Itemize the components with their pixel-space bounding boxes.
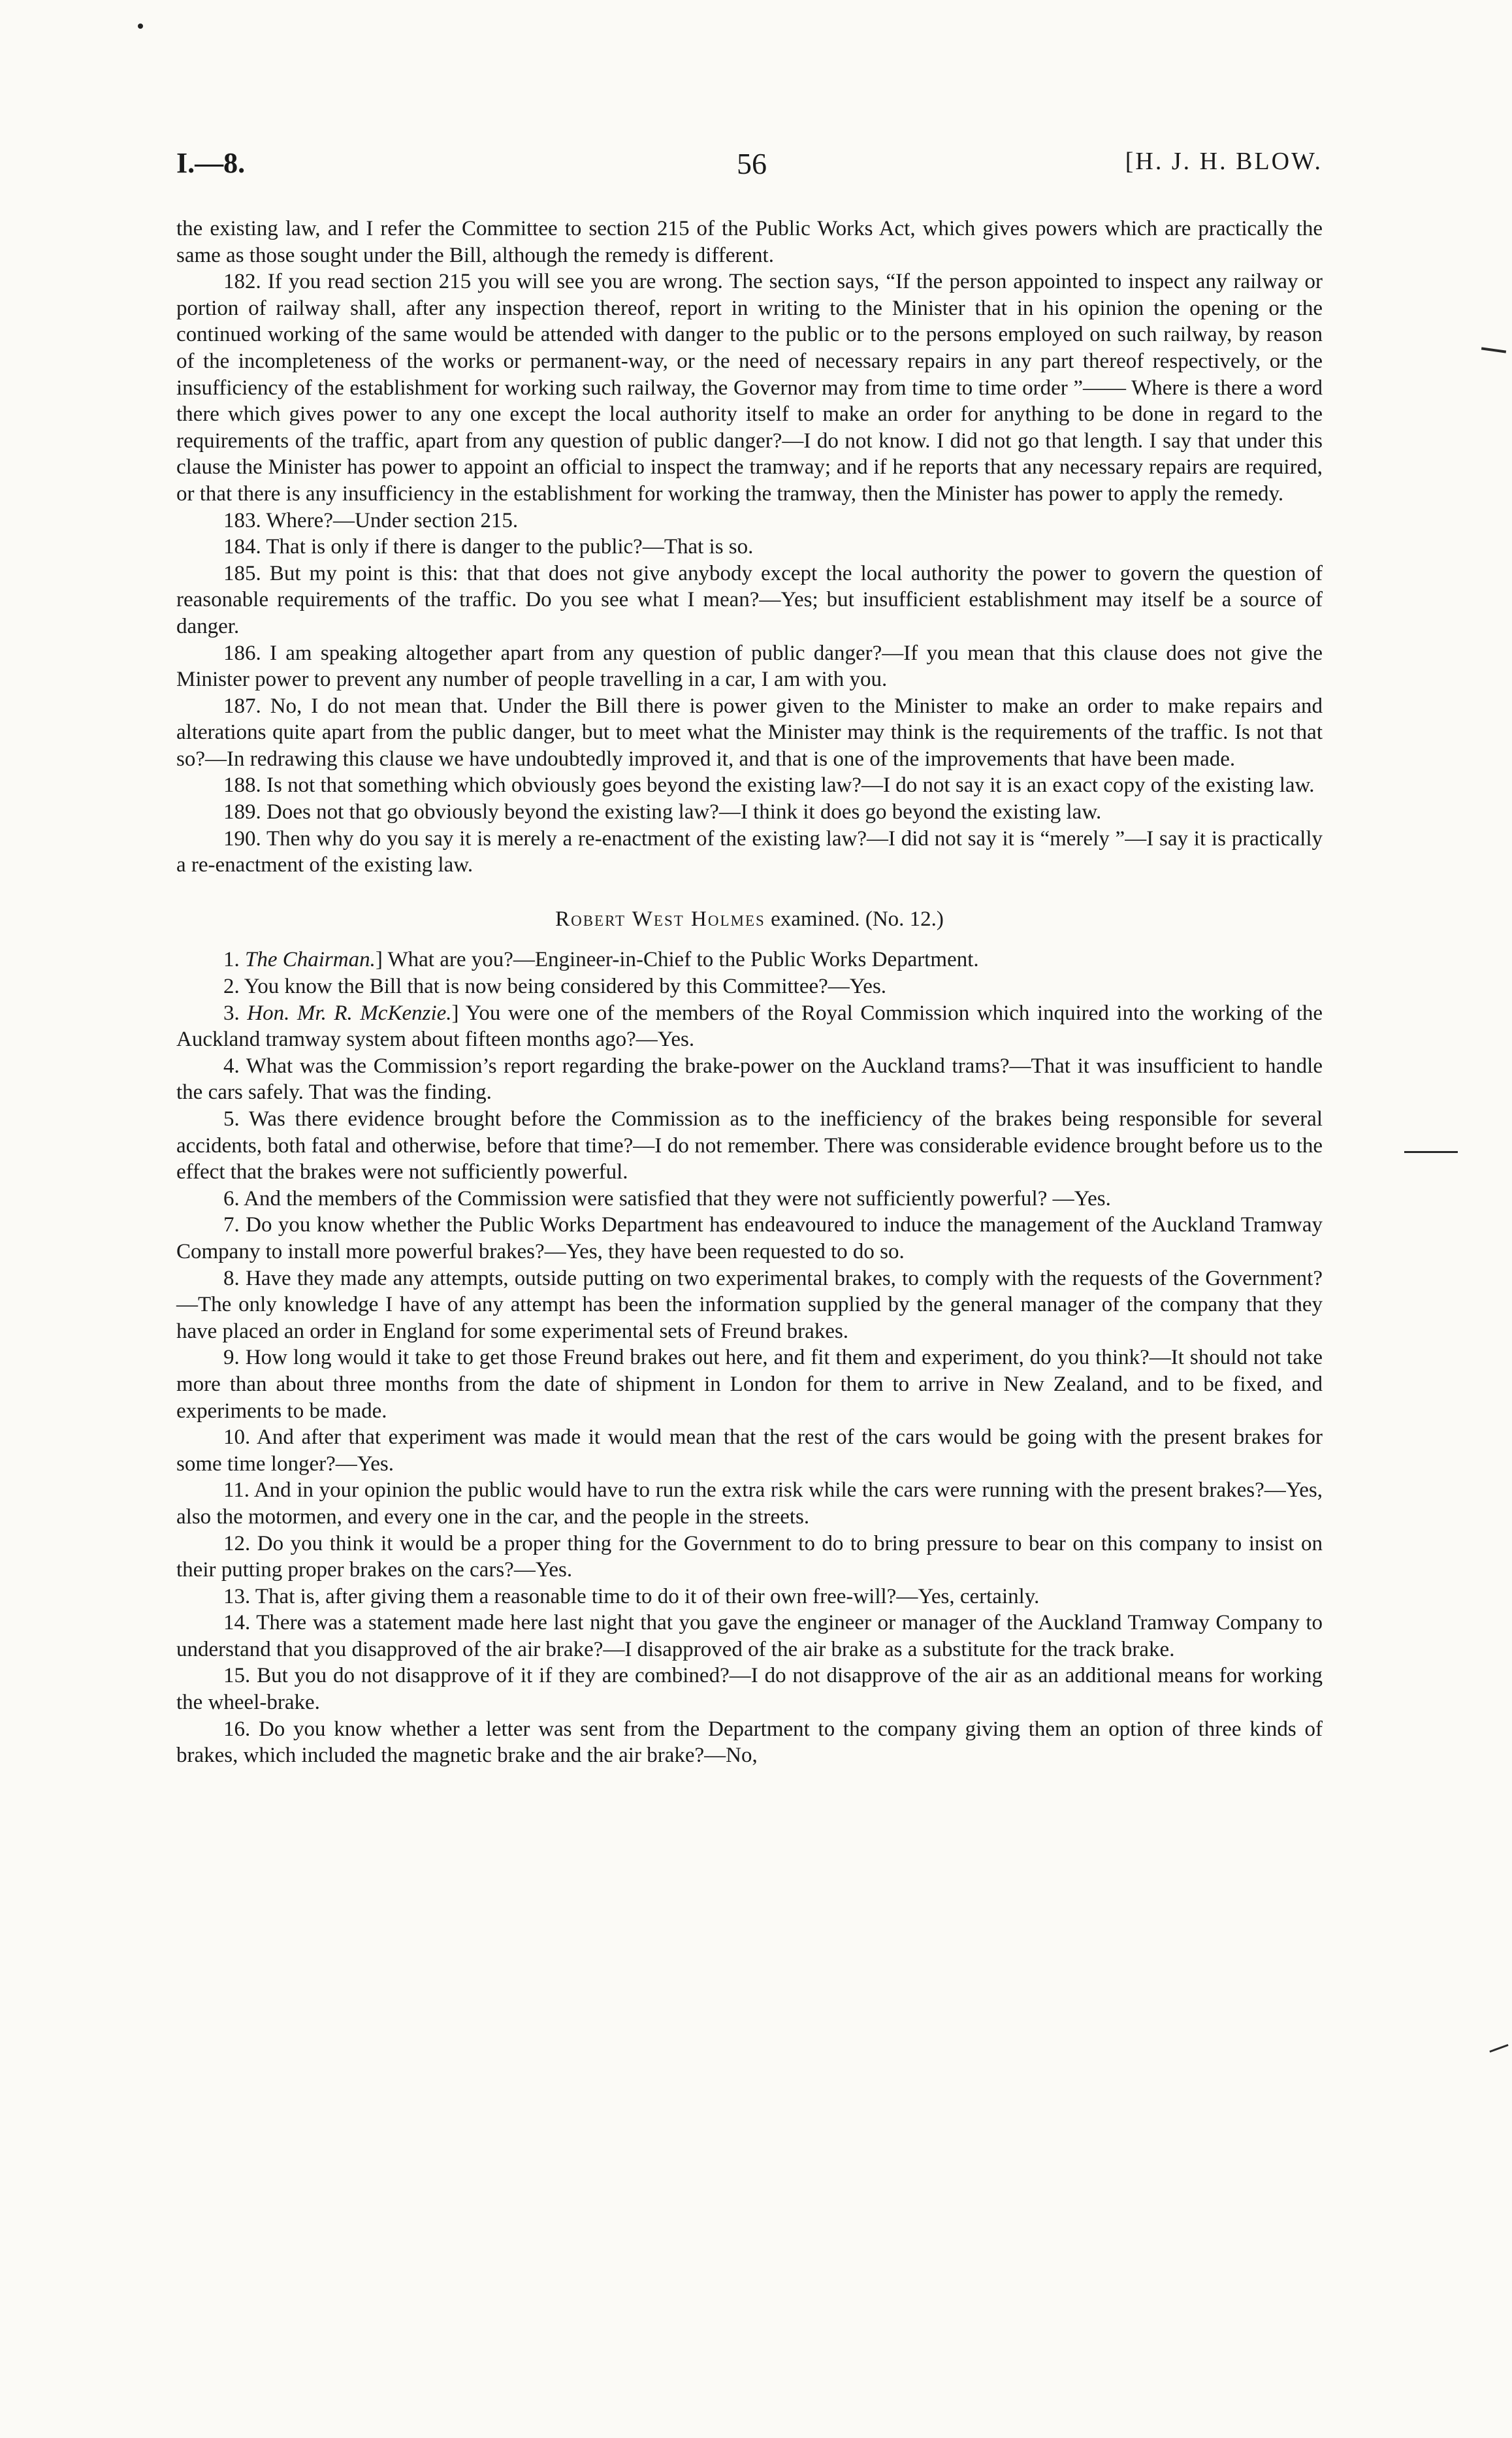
continued-answer: the existing law, and I refer the Committee to section 215 of the Public Works Act, which gives powers which are practically the same as those sought under the Bill, although the remedy is different. <box>176 217 1323 267</box>
question-paragraph: 2. You know the Bill that is now being considered by this Committee?—Yes. <box>223 975 887 999</box>
witness-name: Robert West Holmes <box>555 907 765 931</box>
question-paragraph: 182. If you read section 215 you will see you are wrong. The section says, “If the person appointed to inspect any railway or portion of railway shall, after any inspection thereof, report in writing to the Minister that in his opinion the opening or the continued working of the same would be attended with danger to the public or to the persons employed on such railway, by reason of the incompleteness of the works or permanent-way, or the need of necessary repairs in any part thereof respectively, or the insufficiency of the establishment for working such railway, the Governor may from time to time order ”—— Where is there a word there which gives power to any one except the local authority itself to make an order for anything to be done in regard to the requirements of the traffic, apart from any question of public danger?—I do not know. I did not go that length. I say that under this clause the Minister has power to appoint an official to inspect the tramway; and if he reports that any necessary repairs are required, or that there is any insufficiency in the establishment for working the tramway, then the Minister has power to apply the remedy. <box>176 270 1323 506</box>
paper-reference: I.—8. <box>176 147 246 179</box>
section-heading <box>176 906 1323 933</box>
question-paragraph: 11. And in your opinion the public would have to run the extra risk while the cars were running with the present brakes?—Yes, also the motormen, and every one in the car, and the people in the streets. <box>176 1478 1323 1529</box>
question-paragraph: 5. Was there evidence brought before the Commission as to the inefficiency of the brakes being responsible for several accidents, both fatal and otherwise, before that time?—I do not remember. There was considerable evidence brought before us to the effect that the brakes were not sufficiently powerful. <box>176 1107 1323 1184</box>
margin-mark <box>1404 1151 1458 1153</box>
question-paragraph <box>176 1000 1323 1053</box>
question-paragraph: 6. And the members of the Commission were satisfied that they were not sufficiently powerful? —Yes. <box>223 1186 1111 1211</box>
speaker-name: The Chairman. <box>245 948 376 972</box>
question-text: ] You were one of the members of the Royal Commission which inquired into the working of the Auckland tramway system about fifteen months ago?—Yes. <box>176 1001 1323 1052</box>
question-paragraph: 190. Then why do you say it is merely a re-enactment of the existing law?—I did not say it is “merely ”—I say it is practically a re-enactment of the existing law. <box>176 826 1323 877</box>
question-paragraph: 187. No, I do not mean that. Under the Bill there is power given to the Minister to make an order to make repairs and alterations quite apart from the public danger, but to meet what the Minister may think is the requirements of the traffic. Is not that so?—In redrawing this clause we have undoubtedly improved it, and that is one of the improvements that have been made. <box>176 694 1323 771</box>
question-number: 3. <box>223 1001 248 1025</box>
question-paragraph: 4. What was the Commission’s report regarding the brake-power on the Auckland trams?—That it was insufficient to handle the cars safely. That was the finding. <box>176 1054 1323 1105</box>
question-paragraph: 10. And after that experiment was made it would mean that the rest of the cars would be going with the present brakes for some time longer?—Yes. <box>176 1425 1323 1476</box>
margin-mark <box>1481 347 1506 353</box>
witness-name-header: [H. J. H. BLOW. <box>1125 148 1323 175</box>
question-paragraph: 13. That is, after giving them a reasonable time to do it of their own free-will?—Yes, certainly. <box>223 1584 1040 1608</box>
question-paragraph: 186. I am speaking altogether apart from any question of public danger?—If you mean that this clause does not give the Minister power to prevent any number of people travelling in a car, I am with you. <box>176 641 1323 692</box>
question-paragraph: 184. That is only if there is danger to the public?—That is so. <box>223 535 754 559</box>
heading-rest: examined. (No. 12.) <box>765 907 944 931</box>
question-paragraph: 189. Does not that go obviously beyond the existing law?—I think it does go beyond the existing law. <box>223 800 1102 824</box>
question-paragraph: 16. Do you know whether a letter was sent from the Department to the company giving them an option of three kinds of brakes, which included the magnetic brake and the air brake?—No, <box>176 1717 1323 1768</box>
speaker-name: Hon. Mr. R. McKenzie. <box>247 1001 452 1025</box>
question-paragraph: 9. How long would it take to get those Freund brakes out here, and fit them and experiment, do you think?—It should not take more than about three months from the date of shipment in London for them to arrive in New Zealand, and to be fixed, and experiments to be made. <box>176 1346 1323 1423</box>
question-paragraph: 188. Is not that something which obviously goes beyond the existing law?—I do not say it is an exact copy of the existing law. <box>223 773 1315 798</box>
question-paragraph: 8. Have they made any attempts, outside putting on two experimental brakes, to comply with the requests of the Government?—The only knowledge I have of any attempt has been the information supplied by the general manager of the company that they have placed an order in England for some experimental sets of Freund brakes. <box>176 1266 1323 1343</box>
question-paragraph: 183. Where?—Under section 215. <box>223 508 519 532</box>
evidence-body <box>176 216 1323 1769</box>
stray-mark <box>138 24 143 29</box>
question-paragraph: 12. Do you think it would be a proper thing for the Government to do to bring pressure to bear on this company to insist on their putting proper brakes on the cars?—Yes. <box>176 1531 1323 1582</box>
question-text: ] What are you?—Engineer-in-Chief to the Public Works Department. <box>375 948 979 972</box>
question-paragraph: 185. But my point is this: that that does not give anybody except the local authority the power to govern the question of reasonable requirements of the traffic. Do you see what I mean?—Yes; but insufficient establishment may itself be a source of danger. <box>176 561 1323 638</box>
margin-mark <box>1489 2044 1508 2053</box>
question-paragraph <box>176 947 1323 973</box>
page-number: 56 <box>737 147 767 180</box>
question-paragraph: 15. But you do not disapprove of it if they are combined?—I do not disapprove of the air as an additional means for working the wheel-brake. <box>176 1664 1323 1715</box>
question-paragraph: 7. Do you know whether the Public Works Department has endeavoured to induce the management of the Auckland Tramway Company to install more powerful brakes?—Yes, they have been requested to do so. <box>176 1213 1323 1263</box>
question-paragraph: 14. There was a statement made here last night that you gave the engineer or manager of the Auckland Tramway Company to understand that you disapproved of the air brake?—I disapproved of the air brake as a substitute for the track brake. <box>176 1611 1323 1661</box>
question-number: 1. <box>223 948 245 972</box>
